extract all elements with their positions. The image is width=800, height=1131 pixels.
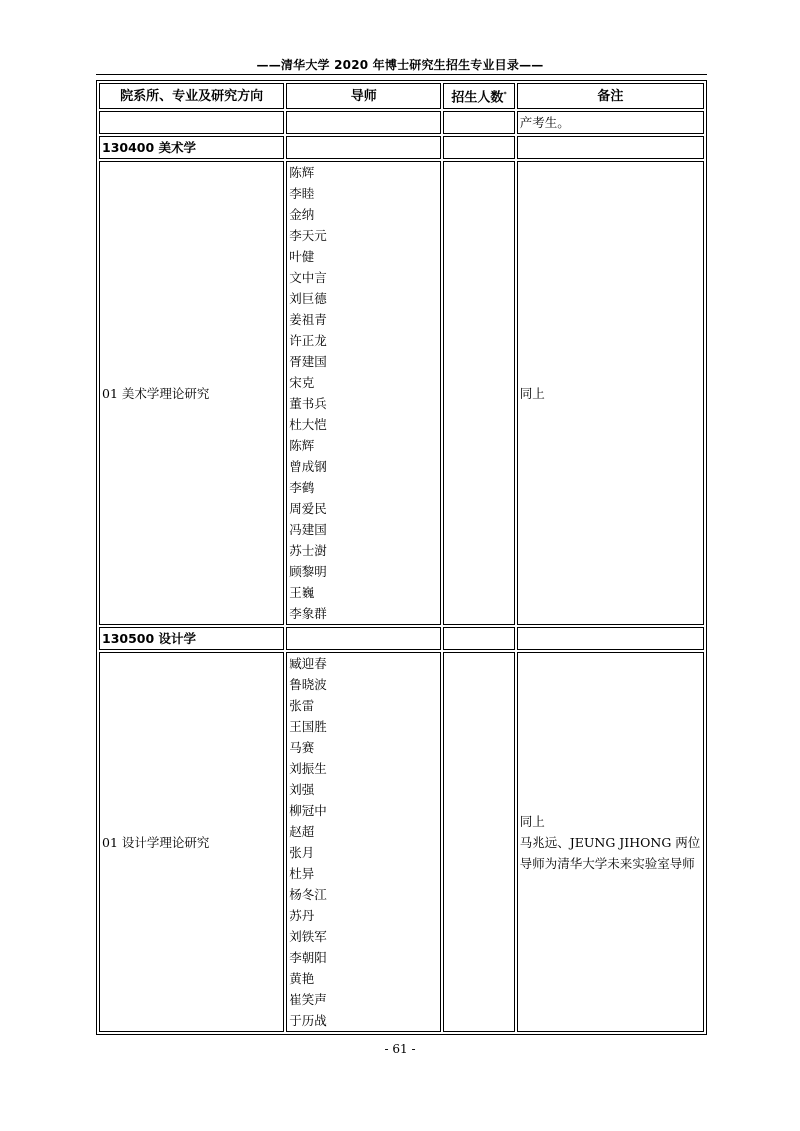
- tutor-name: 李象群: [289, 606, 327, 622]
- remark-text: 马兆远、JEUNG JIHONG 两位导师为清华大学未来实验室导师: [519, 834, 701, 871]
- remarks-cell: [517, 652, 704, 1032]
- continuation-row: [99, 111, 704, 134]
- tutor-name: 陈辉: [289, 165, 315, 181]
- tutor-name: 许正龙: [289, 333, 327, 349]
- tutor-name: 赵超: [289, 824, 315, 840]
- tutor-name: 曾成钢: [289, 459, 327, 475]
- continuation-tutor: [286, 111, 441, 134]
- enrollment-count: [443, 652, 514, 1032]
- tutor-name: 姜祖青: [289, 312, 327, 328]
- tutor-name: 李朝阳: [289, 950, 327, 966]
- column-header-department: 院系所、专业及研究方向: [99, 83, 284, 109]
- tutor-name: 冯建国: [289, 522, 327, 538]
- tutor-name: 王国胜: [289, 719, 327, 735]
- count-footnote-mark: *: [503, 91, 507, 98]
- tutor-name: 李天元: [289, 228, 327, 244]
- tutor-name: 胥建国: [289, 354, 327, 370]
- tutor-name: 陈辉: [289, 438, 315, 454]
- tutor-name: 杨冬江: [289, 887, 327, 903]
- enrollment-count: [443, 161, 514, 625]
- major-row: [99, 136, 704, 159]
- page-header-title: ——清华大学 2020 年博士研究生招生专业目录——: [256, 58, 544, 72]
- tutor-name: 崔笑声: [289, 992, 327, 1008]
- tutor-name: 刘强: [289, 782, 315, 798]
- tutor-name: 宋克: [289, 375, 315, 391]
- tutor-name: 杜大恺: [289, 417, 327, 433]
- table-header-row: [99, 83, 704, 109]
- major-name: 130400 美术学: [99, 136, 284, 159]
- continuation-count: [443, 111, 514, 134]
- major-remarks-cell: [517, 136, 704, 159]
- tutor-name: 张雷: [289, 698, 315, 714]
- tutor-name: 柳冠中: [289, 803, 327, 819]
- tutor-name: 黄艳: [289, 971, 315, 987]
- major-row: [99, 627, 704, 650]
- tutor-name: 王巍: [289, 585, 315, 601]
- tutor-name: 杜异: [289, 866, 315, 882]
- tutor-name: 张月: [289, 845, 315, 861]
- tutor-name: 鲁晓波: [289, 677, 327, 693]
- tutor-list: [286, 161, 441, 625]
- remarks-cell: [517, 161, 704, 625]
- major-count-cell: [443, 627, 514, 650]
- tutor-name: 李鹤: [289, 480, 315, 496]
- major-name: 130500 设计学: [99, 627, 284, 650]
- continuation-department: [99, 111, 284, 134]
- tutor-name: 刘振生: [289, 761, 327, 777]
- continuation-remark: 产考生。: [517, 111, 704, 134]
- remark-text: 同上: [519, 385, 545, 401]
- header-rule: [96, 74, 707, 75]
- tutor-name: 董书兵: [289, 396, 327, 412]
- major-tutor-cell: [286, 627, 441, 650]
- tutor-name: 马赛: [289, 740, 315, 756]
- tutor-name: 周爱民: [289, 501, 327, 517]
- tutor-name: 臧迎春: [289, 656, 327, 672]
- tutor-list: [286, 652, 441, 1032]
- tutor-name: 刘铁军: [289, 929, 327, 945]
- direction-name: 01 美术学理论研究: [99, 161, 284, 625]
- tutor-name: 苏丹: [289, 908, 315, 924]
- catalog-table: [96, 80, 707, 1035]
- remark-text: 同上: [519, 813, 545, 829]
- tutor-name: 于历战: [289, 1013, 327, 1029]
- tutor-name: 叶健: [289, 249, 315, 265]
- tutor-name: 刘巨德: [289, 291, 327, 307]
- page-number: - 61 -: [384, 1042, 416, 1056]
- tutor-name: 文中言: [289, 270, 327, 286]
- column-header-tutor: 导师: [286, 83, 441, 109]
- direction-name: 01 设计学理论研究: [99, 652, 284, 1032]
- major-tutor-cell: [286, 136, 441, 159]
- tutor-name: 顾黎明: [289, 564, 327, 580]
- column-header-remarks: 备注: [517, 83, 704, 109]
- column-header-count: 招生人数*: [443, 83, 514, 109]
- tutor-name: 苏士澍: [289, 543, 327, 559]
- tutor-name: 金纳: [289, 207, 315, 223]
- major-count-cell: [443, 136, 514, 159]
- direction-row: [99, 161, 704, 625]
- direction-row: [99, 652, 704, 1032]
- major-remarks-cell: [517, 627, 704, 650]
- tutor-name: 李睦: [289, 186, 315, 202]
